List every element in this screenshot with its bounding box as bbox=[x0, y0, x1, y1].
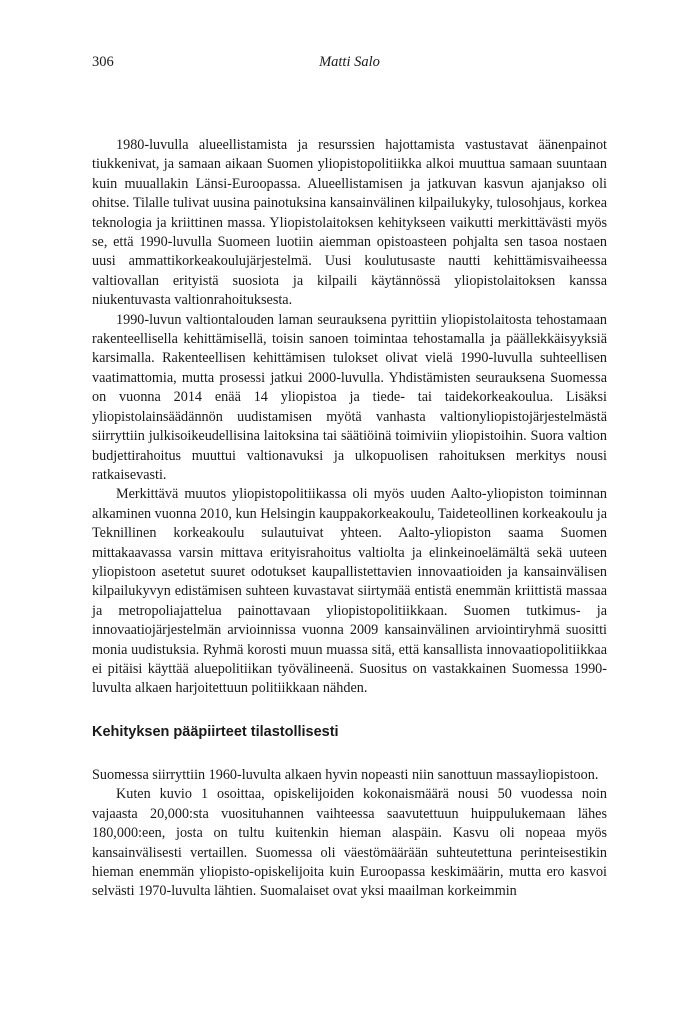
page-number: 306 bbox=[92, 54, 114, 70]
paragraph-3: Merkittävä muutos yliopistopolitiikassa oli myös uuden Aalto-yliopiston toiminnan alkaminen vuonna 2010, kun Helsingin kauppakorkeakoulu, Taideteollinen korkeakoulu ja Teknillinen korkeakoulu sulautuivat yhteen. Aalto-yliopiston saama Suomen mittakaavassa varsin mittava erityisrahoitus valtiolta ja elinkeinoelämältä sekä uuteen yliopistoon asetetut suuret odotukset kaupallistettavien innovaatioiden ja kansainvälisen kilpailukyvyn edistämisen suhteen kuvastavat siirtymää entistä enemmän kriittistä massaa ja metropoliajattelua painottavaan yliopistopolitiikkaan. Suomen tutkimus- ja innovaatiojärjestelmän arvioinnissa vuonna 2009 kansainvälinen arviointiryhmä suositti monia uudistuksia. Ryhmä korosti muun muassa sitä, että kansallista innovaatiopolitiikkaa ei pitäisi käyttää aluepolitiikan työvälineenä. Suositus on vastakkainen Suomessa 1990-luvulta alkaen harjoitettuun politiikkaan nähden. bbox=[92, 486, 607, 697]
body-section-2 bbox=[92, 766, 607, 902]
running-head bbox=[92, 54, 607, 74]
section-heading: Kehityksen pääpiirteet tilastollisesti bbox=[92, 724, 339, 740]
paragraph-1: 1980-luvulla alueellistamista ja resurssien hajottamista vastustavat äänenpainot tiukkenivat, ja samaan aikaan Suomen yliopistopolitiikka alkoi muuttua samaan suuntaan kuin muuallakin Länsi-Euroopassa. Alueellistamisen ja jatkuvan kasvun ajanjakso oli ohitse. Tilalle tulivat uusina painotuksina kansainvälinen kilpailukyky, tulosohjaus, korkea teknologia ja kriittinen massa. Yliopistolaitoksen kehitykseen vaikutti merkittävästi myös se, että 1990-luvulla Suomeen luotiin aiemman opistoasteen pohjalta sen tasoa nostaen uusi ammattikorkeakoulujärjestelmä. Uusi koulutusaste nautti kehittämisvaiheessa valtiovallan erityistä suosiota ja kilpaili käytännössä yliopistolaitoksen kanssa niukentuvasta valtionrahoituksesta. bbox=[92, 137, 607, 309]
document-page bbox=[92, 0, 607, 1014]
body-section-1 bbox=[92, 136, 607, 699]
running-head-author: Matti Salo bbox=[319, 54, 380, 70]
paragraph-4: Suomessa siirryttiin 1960-luvulta alkaen hyvin nopeasti niin sanottuun massayliopistoon. bbox=[92, 767, 599, 783]
paragraph-2: 1990-luvun valtiontalouden laman seurauksena pyrittiin yliopistolaitosta tehostamaan rakenteellisella kehittämisellä, toisin sanoen toimintaa tehostamalla ja päällekkäisyyksiä karsimalla. Rakenteellisen kehittämisen tulokset olivat vielä 1990-luvulla suhteellisen vaatimattomia, mutta prosessi jatkui 2000-luvulla. Yhdistämisten seurauksena Suomessa on vuonna 2014 enää 14 yliopistoa ja tiede- tai taidekorkeakoulua. Lisäksi yliopistolainsäädännön uudistamisen myötä vanhasta valtionyliopistojärjestelmästä siirryttiin julkisoikeudellisina laitoksina tai säätiöinä toimiviin yliopistoihin. Suora valtion budjettirahoitus muuttui valtionavuksi ja ulkopuolisen rahoituksen merkitys nousi ratkaisevasti. bbox=[92, 311, 607, 483]
paragraph-5: Kuten kuvio 1 osoittaa, opiskelijoiden kokonaismäärä nousi 50 vuodessa noin vajaasta 20,000:sta vuosituhannen vaihteessa saavutettuun huippulukemaan lähes 180,000:een, josta on tultu kuitenkin hieman alaspäin. Kasvu oli nopeaa myös kansainvälisesti vertaillen. Suomessa oli väestömäärään suhteutettuna perinteisestikin hieman enemmän yliopisto-opiskelijoita kuin Euroopassa keskimäärin, mutta ero kasvoi selvästi 1970-luvulta lähtien. Suomalaiset ovat yksi maailman korkeimmin bbox=[92, 786, 607, 900]
